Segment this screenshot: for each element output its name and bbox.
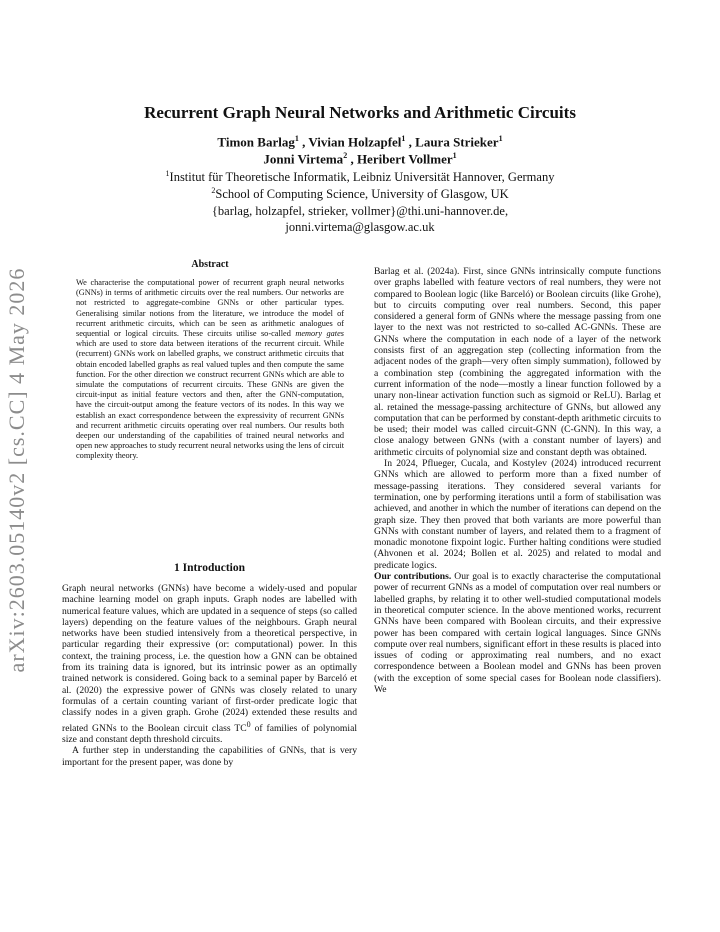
paragraph-text: Our goal is to exactly characterise the computational power of recurrent GNNs as a model of computation over real numbers or labelled graphs, by relating it to other well-studied computational models in theoretical computer science. In the above mentioned works, recurrent GNNs have been compared with Boolean circuits, and their expressive power has been compared with certain logical languages. Since GNNs compute over real numbers, significant effort in these results is placed into issues of coding or approximating real numbers, and no exact correspondence between a Boolean model and GNNs has been proven (with the exception of some special cases for Boolean node classifiers). We bbox=[374, 571, 661, 695]
paper-title: Recurrent Graph Neural Networks and Arithmetic Circuits bbox=[144, 103, 576, 122]
authors-line-1: Timon Barlag$^1$ , Vivian Holzapfel$^1$ , Laura Strieker$^1$ bbox=[217, 134, 503, 150]
affiliation-2 bbox=[80, 186, 640, 202]
authors-line-2: Jonni Virtema$^2$ , Heribert Vollmer$^1$ bbox=[263, 151, 457, 167]
author-affil-mark: 1 bbox=[452, 151, 457, 160]
affil-mark: 2 bbox=[211, 186, 216, 195]
paragraph: In 2024, Pflueger, Cucala, and Kostylev (2024) introduced recurrent GNNs which are allowed to perform more than a fixed number of message-passing iterations. They considered several variants for termination, one by performing iterations until a form of stabilisation was achieved, and another in which the number of iterations can depend on the graph size. They then proved that both variants are more powerful than GNNs with constant number of layers, and related them to a fragment of monadic monotone fixpoint logic. Further halting conditions were studied (Ahvonen et al. 2024; Bollen et al. 2025) and related to modal and predicate logics. bbox=[374, 458, 661, 571]
paragraph-lead: Our contributions. bbox=[374, 571, 452, 583]
author-name: Vivian Holzapfel bbox=[308, 134, 402, 150]
email-line-2: jonni.virtema@glasgow.ac.uk bbox=[285, 220, 435, 234]
affiliation-text: Institut für Theoretische Informatik, Leibniz Universität Hannover, Germany bbox=[169, 170, 555, 185]
abstract-heading: Abstract bbox=[191, 259, 229, 270]
author-affil-mark: 1 bbox=[401, 134, 406, 143]
abstract-text: which are used to store data between iterations of the recurrent circuit. While (recurrent) GNNs work on labelled graphs, we construct arithmetic circuits that obtain encoded labelled graphs as real valued tuples and then compute the same function. For the other direction we construct recurrent GNNs which are able to simulate the computations of recurrent circuits. These GNNs are given the circuit-input as initial feature vectors and then, after the GNN-computation, have the circuit-output among the feature vectors of its nodes. In this way we establish an exact correspondence between the expressivity of recurrent GNNs and recurrent arithmetic circuits operating over real numbers. Our results both deepen our understanding of the capabilities of trained neural networks and open new approaches to study recurrent neural networks using the lens of circuit complexity theory. bbox=[76, 339, 344, 461]
abstract-text: We characterise the computational power of recurrent graph neural networks (GNNs) in terms of arithmetic circuits over the real numbers. Our networks are not restricted to aggregate-combine GNNs or other particular types. Generalising similar notions from the literature, we introduce the model of recurrent arithmetic circuits, which can be seen as arithmetic analogues of sequential or logical circuits. These circuits utilise so-called bbox=[76, 278, 344, 339]
affil-mark: 1 bbox=[165, 169, 170, 178]
author-name: Laura Strieker bbox=[415, 134, 499, 150]
author-name: Heribert Vollmer bbox=[356, 151, 453, 167]
section-heading-introduction: 1 Introduction bbox=[173, 562, 246, 574]
abstract-body bbox=[76, 278, 344, 462]
author-name: Timon Barlag bbox=[217, 134, 295, 150]
email-line-1: {barlag, holzapfel, strieker, vollmer}@thi.uni-hannover.de, bbox=[211, 204, 509, 218]
author-affil-mark: 2 bbox=[343, 151, 348, 160]
affiliation-1 bbox=[80, 169, 640, 185]
paragraph-text: Graph neural networks (GNNs) have become a widely-used and popular machine learning model on graph inputs. Graph nodes are labelled with numerical feature values, which are updated in a sequence of steps (so called layers) depending on the feature values of the neighbours. Graph neural networks have been studied intensively from a theoretical perspective, in particular regarding their expressive (or: computational) power. In this context, the training process, i.e. the question how a GNN can be obtained from its training data is ignored, but its intrinsic power as an optimally trained network is considered. Going back to a seminal paper by Barceló et al. (2020) the expressive power of GNNs was closely related to unary formulas of a certain counting variant of first-order predicate logic that classify nodes in a given graph. Grohe (2024) extended these results and related GNNs to the Boolean circuit class TC bbox=[62, 583, 357, 734]
affiliation-text: School of Computing Science, University of Glasgow, UK bbox=[215, 187, 509, 202]
superscript: 0 bbox=[246, 719, 251, 729]
paragraph bbox=[62, 583, 357, 745]
right-column-body bbox=[374, 266, 661, 695]
abstract-emphasis: memory gates bbox=[295, 329, 345, 339]
paragraph: A further step in understanding the capabilities of GNNs, that is very important for the present paper, was done by bbox=[62, 745, 357, 768]
author-affil-mark: 1 bbox=[498, 134, 503, 143]
arxiv-side-stamp: arXiv:2603.05140v2 [cs.CC] 4 May 2026 bbox=[4, 267, 29, 673]
paragraph: Barlag et al. (2024a). First, since GNNs intrinsically compute functions over graphs labelled with feature vectors of real numbers, they were not compared to Boolean logic (like Barceló) or Boolean circuits (like Grohe), but to circuits computing over real numbers. Second, this paper considered a general form of GNNs where the message passing from one layer to the next was not restricted to so-called AC-GNNs. These are GNNs where the computation in each node of a layer of the network consists first of an aggregation step (collecting information from the adjacent nodes of the graph—very often simply summation), followed by a combination step (combining the aggregated information with the current information of the node—mostly a linear function followed by a unary non-linear activation function such as sigmoid or ReLU). Barlag et al. retained the message-passing architecture of GNNs, but allowed any computation that can be performed by constant-depth arithmetic circuits to be used; their model was called circuit-GNN (C-GNN). In this way, a close analogy between GNNs (with a constant number of layers) and arithmetic circuits of polynomial size and constant depth was obtained. bbox=[374, 266, 661, 458]
paragraph-text: of families of polynomial size and constant depth threshold circuits. bbox=[62, 722, 357, 746]
paragraph bbox=[374, 571, 661, 695]
introduction-body bbox=[62, 583, 357, 768]
author-affil-mark: 1 bbox=[294, 134, 299, 143]
author-name: Jonni Virtema bbox=[263, 151, 344, 167]
